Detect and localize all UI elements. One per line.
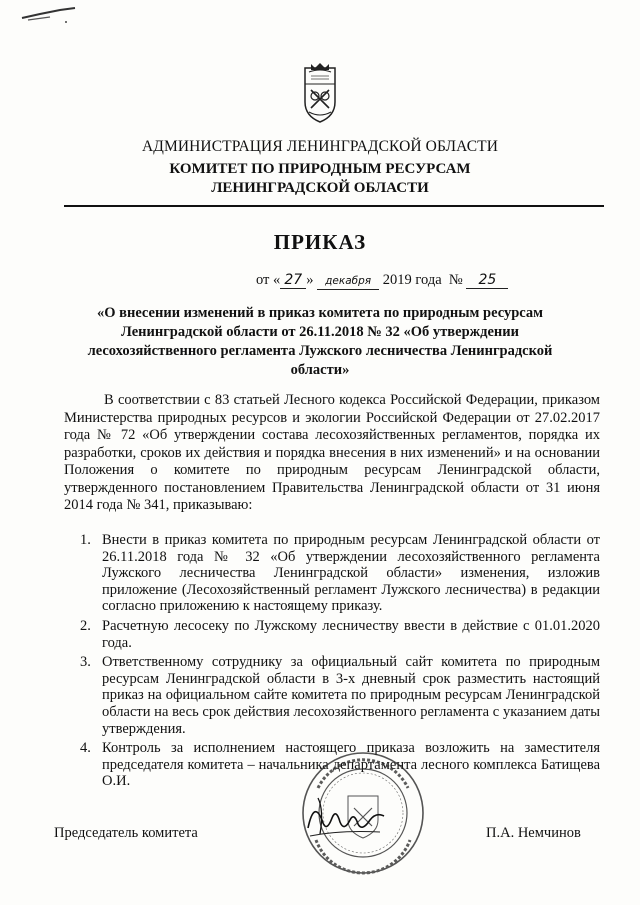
order-item — [80, 654, 600, 737]
signatory-position: Председатель комитета — [54, 825, 198, 841]
committee-name-line2: ЛЕНИНГРАДСКОЙ ОБЛАСТИ — [211, 180, 429, 196]
document-title: ПРИКАЗ — [273, 230, 367, 254]
date-mid: » — [306, 272, 314, 288]
header-divider — [64, 205, 604, 207]
order-item-number: 4. — [80, 740, 91, 757]
committee-name — [60, 160, 580, 198]
committee-name-line1: КОМИТЕТ ПО ПРИРОДНЫМ РЕСУРСАМ — [169, 161, 471, 177]
order-item-number: 2. — [80, 617, 91, 634]
date-line — [256, 272, 508, 290]
document-number: 25 — [466, 273, 508, 289]
order-item-number: 3. — [80, 654, 91, 671]
coat-of-arms-icon — [297, 62, 343, 124]
date-day: 27 — [280, 273, 306, 289]
number-label: № — [448, 272, 463, 288]
order-item-text: Внести в приказ комитета по природным ресурсам Ленинградской области от 26.11.2018 года № 32 «Об утверждении лесохозяйственного регламента Лужского лесничества Ленинградской области» изменения, изложив приложение (Лесохозяйственный регламент Лужского лесничества) в редакции согласно приложению к настоящему приказу. — [102, 532, 600, 615]
order-item-text: Контроль за исполнением настоящего приказа возложить на заместителя председателя комитета – начальника департамента лесного комплекса Батищева О.И. — [102, 740, 600, 790]
date-year: 2019 года — [382, 272, 442, 288]
order-item-number: 1. — [80, 532, 91, 548]
order-item — [80, 618, 600, 651]
date-prefix: от « — [256, 272, 281, 288]
order-item — [80, 532, 600, 615]
scan-artifact-mark — [20, 6, 80, 28]
order-item-text: Расчетную лесосеку по Лужскому лесничеству ввести в действие с 01.01.2020 года. — [102, 617, 600, 651]
handwritten-signature — [300, 790, 390, 845]
document-subject: «О внесении изменений в приказ комитета по природным ресурсам Ленинградской области от 26.11.2018 № 32 «Об утверждении лесохозяйственного регламента Лужского лесничества Ленинградской области» — [87, 305, 553, 378]
signatory-name: П.А. Немчинов — [486, 825, 581, 841]
org-admin-name: АДМИНИСТРАЦИЯ ЛЕНИНГРАДСКОЙ ОБЛАСТИ — [142, 138, 498, 155]
preamble-paragraph: В соответствии с 83 статьей Лесного кодекса Российской Федерации, приказом Министерства природных ресурсов и экологии Российской Федерации от 27.02.2017 года № 72 «Об утверждении состава лесохозяйственных регламентов, порядка их разработки, сроков их действия и порядка внесения в них изменений» и на основании Положения о комитете по природным ресурсам Ленинградской области, утвержденного постановлением Правительства Ленинградской области от 31 июня 2014 года № 341, приказываю: — [64, 392, 600, 513]
order-item-text: Ответственному сотруднику за официальный сайт комитета по природным ресурсам Ленинградской области в 3-х дневный срок разместить настоящий приказ на официальном сайте комитета по природным ресурсам Ленинградской области на весь срок действия лесохозяйственного регламента с указанием даты утверждения. — [102, 654, 600, 737]
date-month: декабря — [317, 274, 379, 290]
